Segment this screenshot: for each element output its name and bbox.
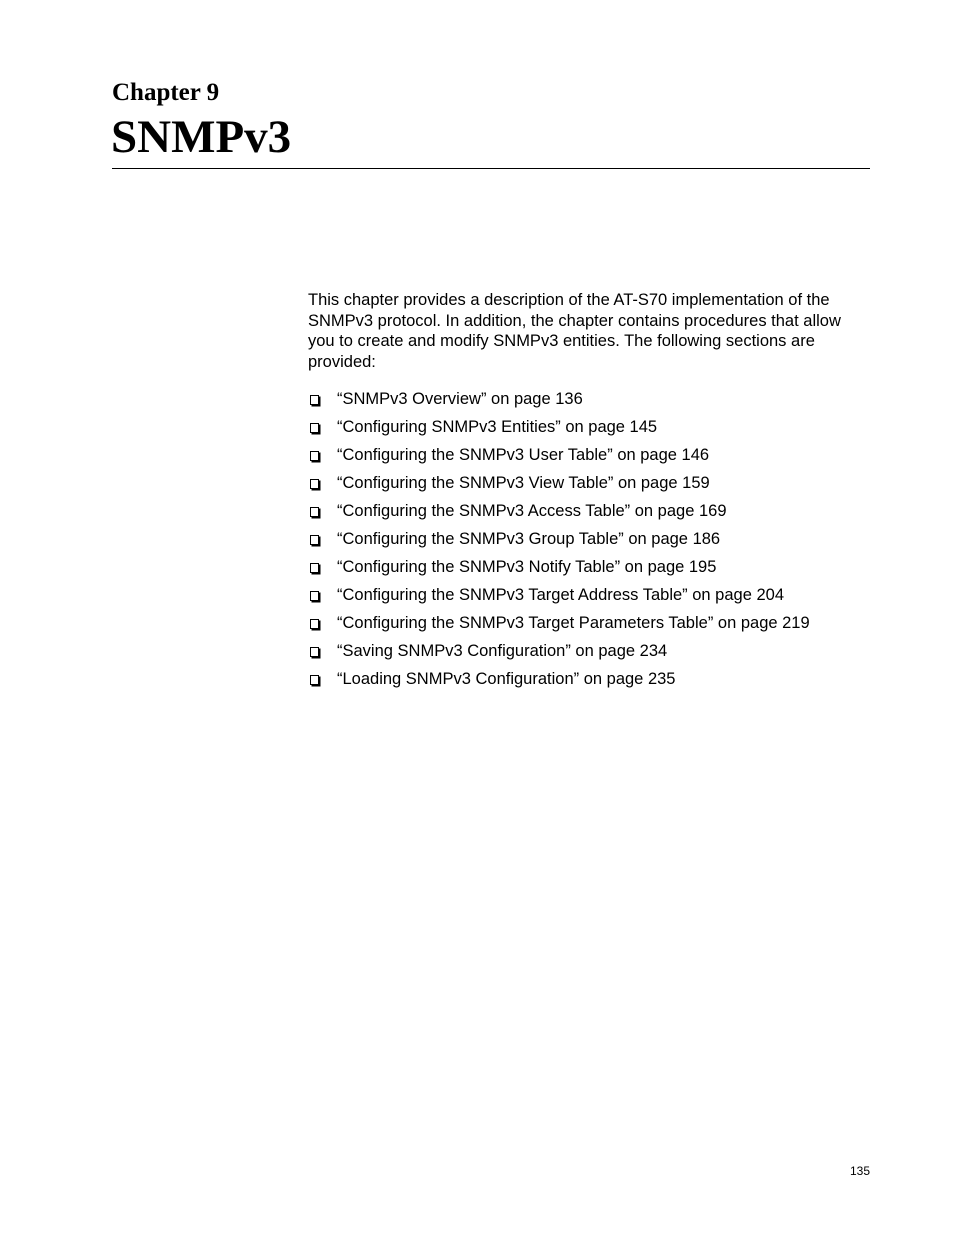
- section-list-item[interactable]: [308, 668, 870, 696]
- section-link[interactable]: “SNMPv3 Overview” on page 136: [337, 390, 583, 408]
- section-list-item[interactable]: [308, 416, 870, 444]
- checkbox-bullet-icon: [308, 444, 337, 466]
- checkbox-bullet-icon: [308, 612, 337, 634]
- section-list-item[interactable]: [308, 500, 870, 528]
- section-list-item[interactable]: [308, 584, 870, 612]
- intro-paragraph: This chapter provides a description of the AT-S70 implementation of the SNMPv3 protocol. In addition, the chapter contains procedures that allow you to create and modify SNMPv3 entities. The following sections are provided:: [308, 291, 841, 371]
- checkbox-bullet-icon: [308, 528, 337, 550]
- checkbox-bullet-icon: [308, 640, 337, 662]
- checkbox-bullet-icon: [308, 584, 337, 606]
- section-list-item[interactable]: [308, 444, 870, 472]
- checkbox-bullet-icon: [308, 472, 337, 494]
- checkbox-bullet-icon: [308, 500, 337, 522]
- section-link[interactable]: “Configuring the SNMPv3 User Table” on page 146: [337, 446, 710, 464]
- section-link[interactable]: “Saving SNMPv3 Configuration” on page 234: [337, 642, 668, 660]
- section-link[interactable]: “Configuring the SNMPv3 Notify Table” on page 195: [337, 558, 717, 576]
- section-link[interactable]: “Loading SNMPv3 Configuration” on page 235: [337, 670, 676, 688]
- section-link[interactable]: “Configuring the SNMPv3 Access Table” on page 169: [337, 502, 727, 520]
- checkbox-bullet-icon: [308, 416, 337, 438]
- checkbox-bullet-icon: [308, 388, 337, 410]
- section-list-item[interactable]: [308, 388, 870, 416]
- section-link[interactable]: “Configuring the SNMPv3 Group Table” on page 186: [337, 530, 721, 548]
- title-divider: [112, 168, 870, 169]
- section-list-item[interactable]: [308, 528, 870, 556]
- section-link[interactable]: “Configuring SNMPv3 Entities” on page 145: [337, 418, 658, 436]
- chapter-label: Chapter 9: [112, 79, 220, 106]
- checkbox-bullet-icon: [308, 556, 337, 578]
- section-list-item[interactable]: [308, 612, 870, 640]
- section-link[interactable]: “Configuring the SNMPv3 Target Address Table” on page 204: [337, 586, 784, 604]
- chapter-title: SNMPv3: [111, 111, 292, 163]
- section-list-item[interactable]: [308, 556, 870, 584]
- section-link[interactable]: “Configuring the SNMPv3 Target Parameters Table” on page 219: [337, 614, 810, 632]
- section-list: [308, 388, 870, 696]
- section-list-item[interactable]: [308, 640, 870, 668]
- section-link[interactable]: “Configuring the SNMPv3 View Table” on page 159: [337, 474, 710, 492]
- checkbox-bullet-icon: [308, 668, 337, 690]
- section-list-item[interactable]: [308, 472, 870, 500]
- page-number: 135: [849, 1164, 870, 1178]
